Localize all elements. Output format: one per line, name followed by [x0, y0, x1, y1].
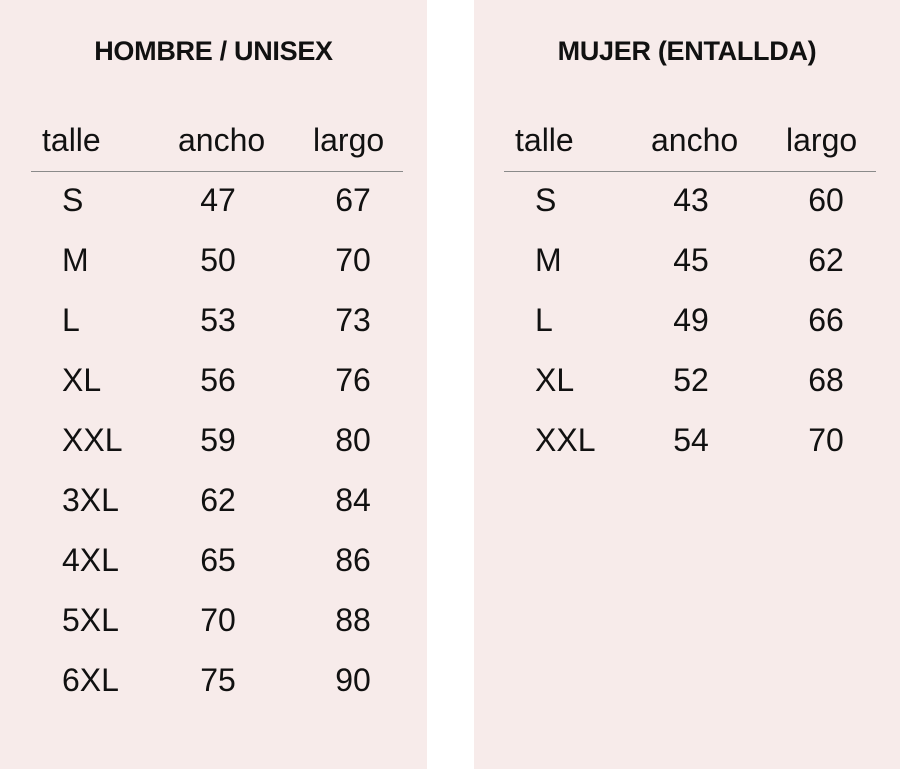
- women-size-panel: [474, 0, 900, 769]
- size-cell: 4XL: [62, 542, 119, 578]
- table-row: [474, 362, 900, 402]
- width-cell: 59: [200, 422, 236, 458]
- length-cell: 62: [808, 242, 844, 278]
- width-cell: 53: [200, 302, 236, 338]
- header-divider: [31, 171, 403, 172]
- table-row: [474, 422, 900, 462]
- length-cell: 76: [335, 362, 371, 398]
- width-cell: 43: [673, 182, 709, 218]
- women-table-title: MUJER (ENTALLDA): [557, 36, 817, 66]
- length-cell: 73: [335, 302, 371, 338]
- length-cell: 66: [808, 302, 844, 338]
- table-row: [0, 362, 427, 402]
- table-row: [0, 242, 427, 282]
- table-row: [0, 542, 427, 582]
- size-cell: XL: [535, 362, 575, 398]
- width-cell: 75: [200, 662, 236, 698]
- size-cell: XXL: [535, 422, 596, 458]
- width-cell: 56: [200, 362, 236, 398]
- table-row: [0, 662, 427, 702]
- width-cell: 52: [673, 362, 709, 398]
- size-cell: 3XL: [62, 482, 119, 518]
- length-cell: 68: [808, 362, 844, 398]
- width-cell: 62: [200, 482, 236, 518]
- size-cell: XL: [62, 362, 102, 398]
- size-cell: L: [535, 302, 553, 338]
- size-cell: M: [62, 242, 89, 278]
- size-cell: M: [535, 242, 562, 278]
- size-cell: 6XL: [62, 662, 119, 698]
- table-row: [0, 422, 427, 462]
- header-width: ancho: [178, 122, 266, 158]
- header-divider: [504, 171, 876, 172]
- header-length: largo: [786, 122, 858, 158]
- table-row: [474, 182, 900, 222]
- length-cell: 67: [335, 182, 371, 218]
- table-row: [0, 482, 427, 522]
- table-row: [474, 302, 900, 342]
- size-cell: S: [535, 182, 557, 218]
- header-length: largo: [313, 122, 385, 158]
- size-cell: XXL: [62, 422, 123, 458]
- men-size-panel: [0, 0, 427, 769]
- length-cell: 84: [335, 482, 371, 518]
- header-size: talle: [515, 122, 574, 158]
- table-row: [0, 182, 427, 222]
- men-table-title: HOMBRE / UNISEX: [94, 36, 333, 66]
- length-cell: 86: [335, 542, 371, 578]
- length-cell: 90: [335, 662, 371, 698]
- table-row: [474, 242, 900, 282]
- length-cell: 88: [335, 602, 371, 638]
- header-size: talle: [42, 122, 101, 158]
- size-cell: 5XL: [62, 602, 119, 638]
- length-cell: 70: [808, 422, 844, 458]
- width-cell: 50: [200, 242, 236, 278]
- table-row: [0, 602, 427, 642]
- length-cell: 70: [335, 242, 371, 278]
- length-cell: 80: [335, 422, 371, 458]
- length-cell: 60: [808, 182, 844, 218]
- size-cell: S: [62, 182, 84, 218]
- width-cell: 65: [200, 542, 236, 578]
- table-row: [0, 302, 427, 342]
- width-cell: 70: [200, 602, 236, 638]
- header-width: ancho: [651, 122, 739, 158]
- width-cell: 54: [673, 422, 709, 458]
- width-cell: 47: [200, 182, 236, 218]
- size-cell: L: [62, 302, 80, 338]
- width-cell: 45: [673, 242, 709, 278]
- width-cell: 49: [673, 302, 709, 338]
